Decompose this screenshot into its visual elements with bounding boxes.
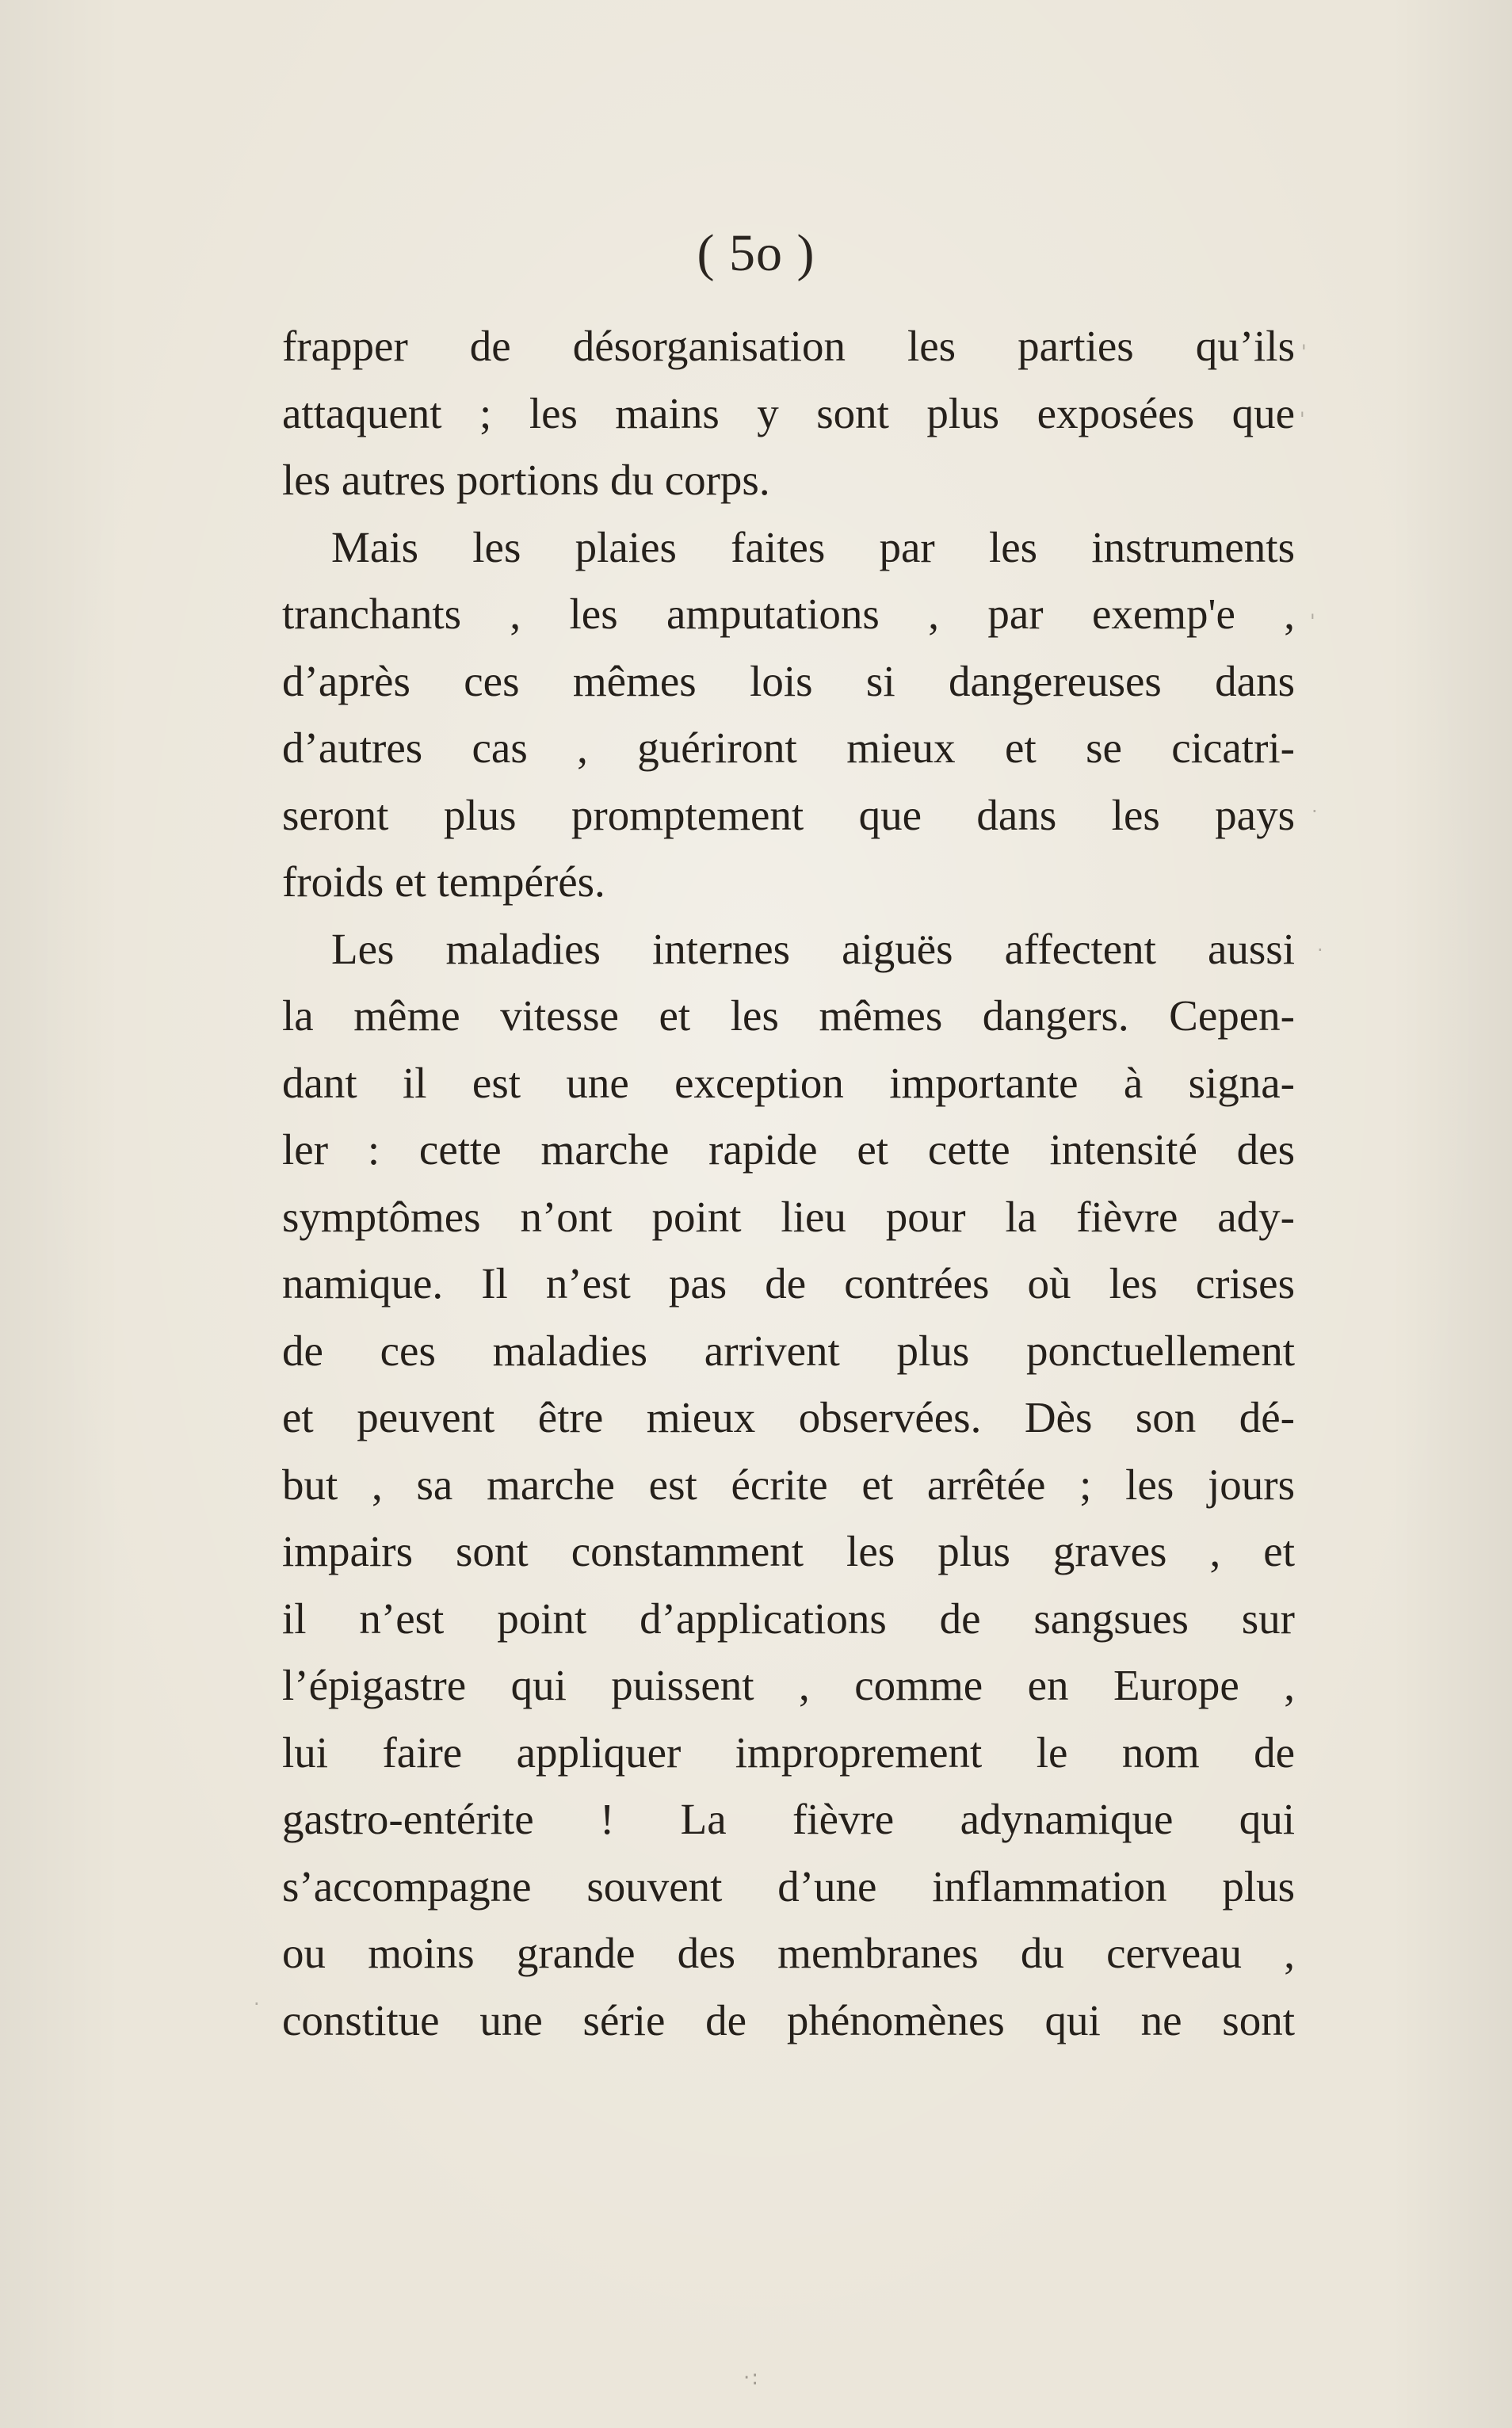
text-line: les autres portions du corps.: [282, 456, 770, 504]
margin-speck: ': [1310, 610, 1315, 632]
text-line: et peuvent être mieux observées. Dès son dé-: [282, 1393, 1295, 1441]
page-number-header: ( 5o ): [697, 224, 815, 282]
text-line: constitue une série de phénomènes qui ne sont: [282, 1995, 1295, 2044]
text-line: la même vitesse et les mêmes dangers. Cepen-: [282, 991, 1295, 1040]
text-line: but , sa marche est écrite et arrêtée ; les jours: [282, 1460, 1295, 1509]
text-line: dant il est une exception importante à signa-: [282, 1058, 1295, 1107]
bottom-specks: ·:: [743, 2366, 761, 2390]
text-line: tranchants , les amputations , par exemp'e ,: [282, 590, 1295, 638]
text-line: il n’est point d’applications de sangsues sur: [282, 1594, 1295, 1643]
paragraph-start-line: Les maladies internes aiguës affectent aussi: [331, 924, 1295, 973]
text-line: impairs sont constamment les plus graves , et: [282, 1527, 1295, 1575]
margin-speck: ·: [1317, 939, 1323, 961]
text-line: de ces maladies arrivent plus ponctuellement: [282, 1326, 1295, 1375]
paragraph-start-line: Mais les plaies faites par les instruments: [331, 522, 1295, 571]
text-line: symptômes n’ont point lieu pour la fièvre ady-: [282, 1192, 1295, 1241]
text-line: attaquent ; les mains y sont plus exposées que: [282, 388, 1295, 437]
text-line: seront plus promptement que dans les pays: [282, 790, 1295, 839]
text-line: ou moins grande des membranes du cerveau ,: [282, 1929, 1295, 1977]
text-line: s’accompagne souvent d’une inflammation plus: [282, 1861, 1295, 1911]
text-line: gastro-entérite ! La fièvre adynamique qui: [282, 1795, 1295, 1843]
text-line: frapper de désorganisation les parties qu’ils: [282, 322, 1295, 370]
margin-speck: ·: [254, 1993, 260, 2015]
text-line: ler : cette marche rapide et cette intensité des: [282, 1125, 1295, 1174]
body-text: [282, 313, 1295, 2054]
margin-speck: ·: [1312, 800, 1318, 823]
text-line: d’après ces mêmes lois si dangereuses dans: [282, 656, 1295, 705]
margin-speck: ': [1300, 408, 1305, 430]
text-line: lui faire appliquer improprement le nom de: [282, 1727, 1295, 1777]
text-line: froids et tempérés.: [282, 857, 605, 906]
text-line: d’autres cas , guériront mieux et se cicatri-: [282, 723, 1295, 772]
text-line: l’épigastre qui puissent , comme en Europe ,: [282, 1661, 1295, 1709]
margin-speck: ': [1301, 341, 1307, 363]
text-line: namique. Il n’est pas de contrées où les crises: [282, 1259, 1295, 1308]
